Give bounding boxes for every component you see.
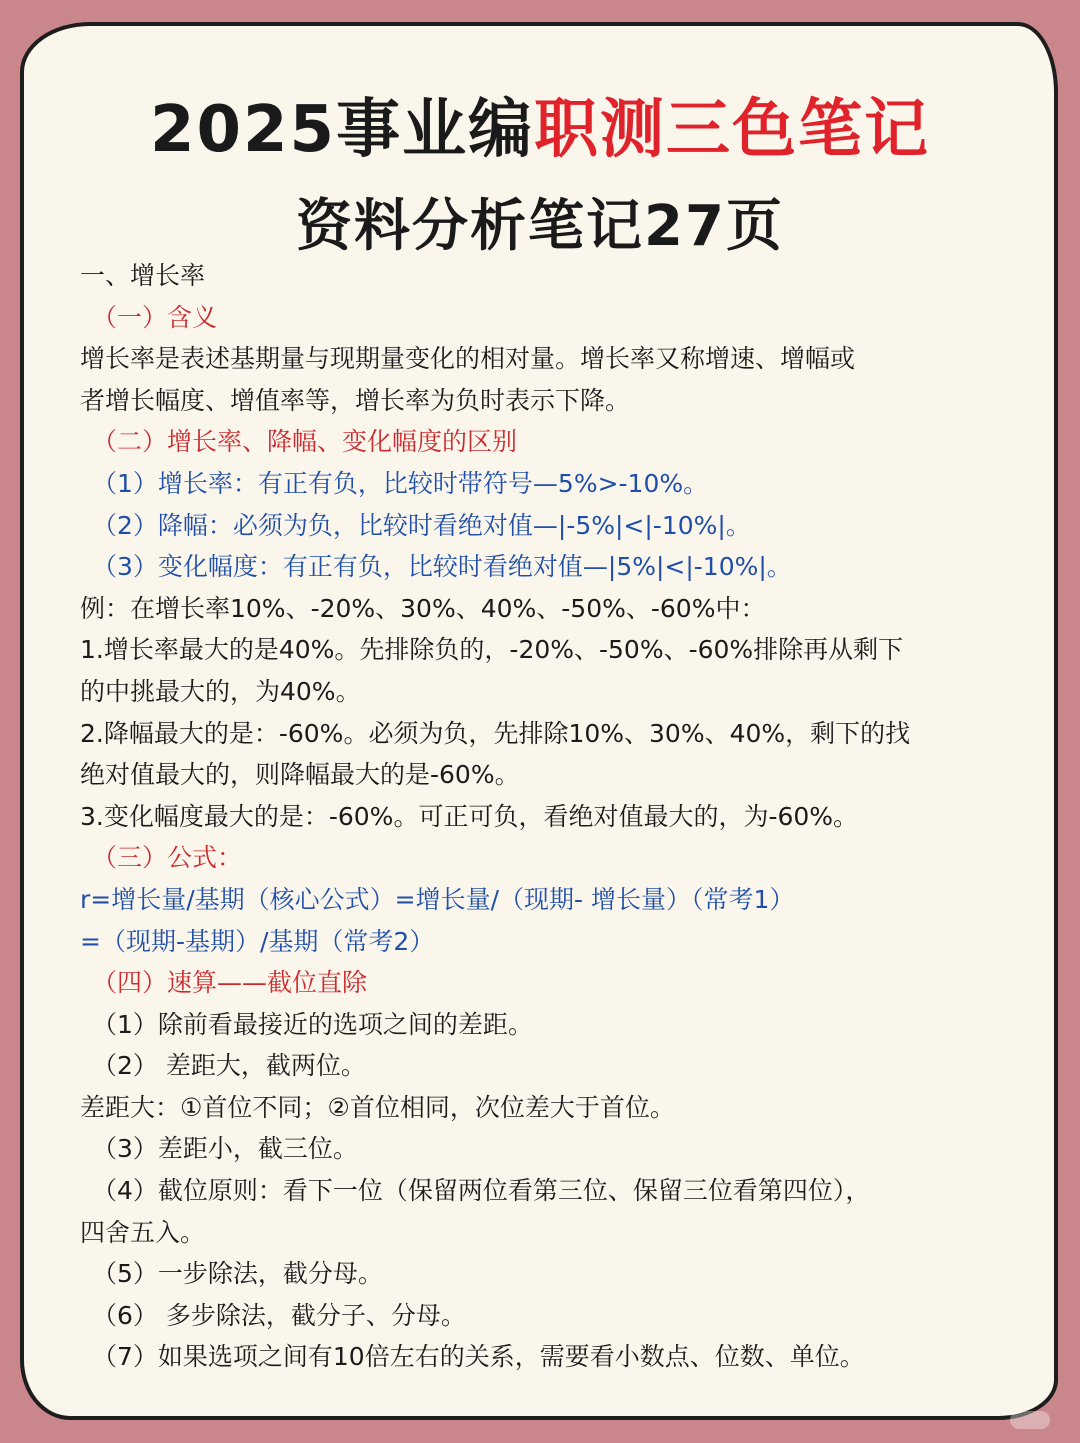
note-line: （2） 差距大，截两位。 xyxy=(92,1051,366,1081)
note-line: （三）公式： xyxy=(92,843,243,873)
note-line: r=增长量/基期（核心公式）=增长量/（现期- 增长量）（常考1） xyxy=(80,884,795,914)
title-part-black: 2025事业编 xyxy=(149,93,535,167)
note-line: 3.变化幅度最大的是：-60%。可正可负，看绝对值最大的，为-60%。 xyxy=(80,801,859,831)
note-line: （四）速算——截位直除 xyxy=(92,968,368,998)
note-line: 者增长幅度、增值率等，增长率为负时表示下降。 xyxy=(80,385,631,415)
note-line: （3）变化幅度：有正有负，比较时看绝对值—|5%|<|-10%|。 xyxy=(92,552,792,582)
note-line: （1）除前看最接近的选项之间的差距。 xyxy=(92,1009,533,1039)
note-line: 2.降幅最大的是：-60%。必须为负，先排除10%、30%、40%，剩下的找 xyxy=(80,718,911,748)
note-line: （二）增长率、降幅、变化幅度的区别 xyxy=(92,427,518,457)
note-line: （7）如果选项之间有10倍左右的关系，需要看小数点、位数、单位。 xyxy=(92,1342,865,1372)
note-line: 四舍五入。 xyxy=(80,1217,206,1247)
note-line: 例：在增长率10%、-20%、30%、40%、-50%、-60%中： xyxy=(80,593,766,623)
note-body xyxy=(80,255,1020,1378)
note-line: （1）增长率：有正有负，比较时带符号—5%>-10%。 xyxy=(92,468,709,498)
watermark xyxy=(1010,1411,1050,1429)
note-line: =（现期-基期）/基期（常考2） xyxy=(80,926,435,956)
page-subtitle: 资料分析笔记27页 xyxy=(296,194,784,259)
note-line: 绝对值最大的，则降幅最大的是-60%。 xyxy=(80,760,520,790)
note-line: （2）降幅：必须为负，比较时看绝对值—|-5%|<|-10%|。 xyxy=(92,510,751,540)
page-title xyxy=(0,78,1080,170)
note-line: 差距大：①首位不同；②首位相同，次位差大于首位。 xyxy=(80,1092,675,1122)
note-line: （4）截位原则：看下一位（保留两位看第三位、保留三位看第四位）， xyxy=(92,1176,871,1206)
note-line: （3）差距小，截三位。 xyxy=(92,1134,358,1164)
note-line: （5）一步除法，截分母。 xyxy=(92,1259,383,1289)
note-line: 的中挑最大的，为40%。 xyxy=(80,676,361,706)
note-line: 增长率是表述基期量与现期量变化的相对量。增长率又称增速、增幅或 xyxy=(80,344,856,374)
note-line: （6） 多步除法，截分子、分母。 xyxy=(92,1300,466,1330)
note-line: 一、增长率 xyxy=(80,261,206,290)
note-line: （一）含义 xyxy=(92,302,218,332)
note-line: 1.增长率最大的是40%。先排除负的，-20%、-50%、-60%排除再从剩下 xyxy=(80,635,904,665)
title-part-red: 职测三色笔记 xyxy=(534,93,931,167)
